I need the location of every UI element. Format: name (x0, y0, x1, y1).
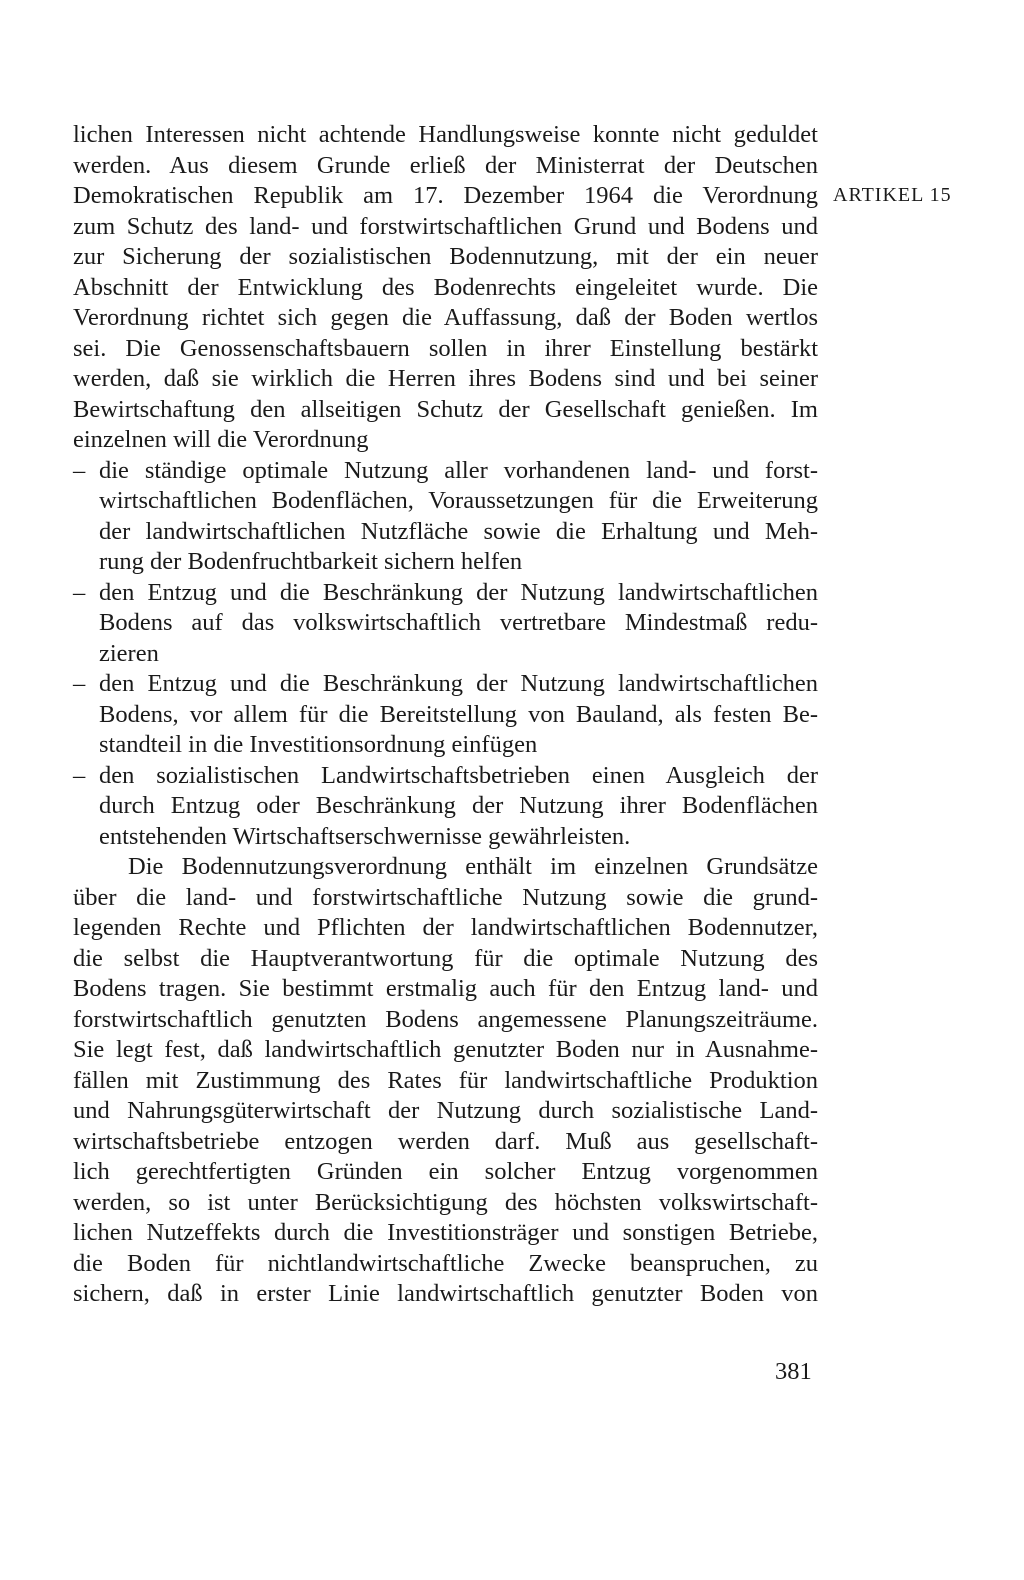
list-item (73, 578, 818, 609)
text-line-content: den Entzug und die Beschränkung der Nutzung landwirtschaftlichen (99, 670, 818, 697)
text-line (73, 944, 818, 975)
text-line-content: den sozialistischen Landwirtschaftsbetrieben einen Ausgleich der (99, 761, 818, 789)
text-line-content: lich gerechtfertigten Gründen ein solcher Entzug vorgenommen (73, 1158, 818, 1185)
margin-note-article: ARTIKEL 15 (833, 184, 952, 206)
text-line-content: werden. Aus diesem Grunde erließ der Ministerrat der Deutschen (73, 151, 818, 179)
text-line-content: legenden Rechte und Pflichten der landwirtschaftlichen Bodennutzer, (73, 914, 818, 941)
text-line-content: lichen Interessen nicht achtende Handlungsweise konnte nicht geduldet (73, 121, 818, 148)
text-line (73, 1249, 818, 1280)
text-line (73, 883, 818, 914)
text-line (73, 425, 818, 456)
text-line-content: zum Schutz des land- und forstwirtschaftlichen Grund und Bodens und (73, 212, 818, 240)
bullet-dash: – (73, 456, 86, 484)
text-line-content: einzelnen will die Verordnung (73, 426, 369, 453)
list-item (73, 456, 818, 487)
text-line-content: Verordnung richtet sich gegen die Auffassung, daß der Boden wertlos (73, 304, 818, 331)
text-line (73, 730, 818, 761)
text-line (73, 1096, 818, 1127)
bullet-dash: – (73, 578, 86, 606)
text-line-content: über die land- und forstwirtschaftliche Nutzung sowie die grund- (73, 883, 818, 911)
text-line (73, 1035, 818, 1066)
page-number: 381 (775, 1358, 812, 1385)
text-line (73, 974, 818, 1005)
text-line (73, 486, 818, 517)
text-line-content: wirtschaftlichen Bodenflächen, Voraussetzungen für die Erweiterung (99, 487, 818, 514)
text-line-content: den Entzug und die Beschränkung der Nutzung landwirtschaftlichen (99, 578, 818, 606)
text-line-content: lichen Nutzeffekts durch die Investitionsträger und sonstigen Betriebe, (73, 1219, 818, 1246)
text-line-content: rung der Bodenfruchtbarkeit sichern helfen (99, 548, 523, 575)
text-line (73, 334, 818, 365)
text-line (73, 700, 818, 731)
text-line-content: die selbst die Hauptverantwortung für die optimale Nutzung des (73, 944, 818, 972)
text-line (73, 120, 818, 151)
text-line-content: fällen mit Zustimmung des Rates für landwirtschaftliche Produktion (73, 1066, 818, 1094)
text-line (73, 303, 818, 334)
text-line (73, 242, 818, 273)
list-item (73, 761, 818, 792)
text-line (73, 913, 818, 944)
text-line-content: Demokratischen Republik am 17. Dezember 1964 die Verordnung (73, 182, 818, 209)
text-line-content: Bodens auf das volkswirtschaftlich vertretbare Mindestmaß redu- (99, 609, 818, 636)
text-line (73, 1127, 818, 1158)
text-line (73, 181, 818, 212)
text-line (73, 547, 818, 578)
text-line-content: durch Entzug oder Beschränkung der Nutzung ihrer Bodenflächen (99, 792, 818, 819)
text-line (73, 273, 818, 304)
text-line-content: Abschnitt der Entwicklung des Bodenrechts eingeleitet wurde. Die (73, 273, 818, 301)
text-line-content: Bodens, vor allem für die Bereitstellung von Bauland, als festen Be- (99, 700, 818, 728)
bullet-dash: – (73, 670, 86, 697)
text-line-content: wirtschaftsbetriebe entzogen werden darf. Muß aus gesellschaft- (73, 1127, 818, 1155)
text-line (73, 852, 818, 883)
text-line-content: Bodens tragen. Sie bestimmt erstmalig auch für den Entzug land- und (73, 975, 818, 1002)
text-line-content: forstwirtschaftlich genutzten Bodens angemessene Planungszeiträume. (73, 1005, 818, 1033)
text-line (73, 517, 818, 548)
text-line (73, 364, 818, 395)
text-line-content: der landwirtschaftlichen Nutzfläche sowie die Erhaltung und Meh- (99, 517, 818, 545)
text-line (73, 1218, 818, 1249)
text-line (73, 1005, 818, 1036)
text-line-content: werden, so ist unter Berücksichtigung des höchsten volkswirtschaft- (73, 1188, 818, 1216)
text-line (73, 1066, 818, 1097)
list-item (73, 669, 818, 700)
text-line (73, 151, 818, 182)
text-line-content: sichern, daß in erster Linie landwirtschaftlich genutzter Boden von (73, 1280, 818, 1307)
bullet-dash: – (73, 761, 86, 789)
text-line (73, 791, 818, 822)
text-line-content: Sie legt fest, daß landwirtschaftlich genutzter Boden nur in Ausnahme- (73, 1036, 818, 1063)
text-line (73, 1279, 818, 1310)
text-line (73, 822, 818, 853)
text-line-content: Die Bodennutzungsverordnung enthält im einzelnen Grundsätze (128, 853, 818, 880)
text-line-content: sei. Die Genossenschaftsbauern sollen in ihrer Einstellung bestärkt (73, 334, 818, 362)
text-line-content: standteil in die Investitionsordnung einfügen (99, 731, 538, 758)
text-line-content: entstehenden Wirtschaftserschwernisse gewährleisten. (99, 822, 631, 850)
text-line-content: zieren (99, 639, 159, 667)
text-line-content: werden, daß sie wirklich die Herren ihres Bodens sind und bei seiner (73, 365, 818, 392)
text-line (73, 1157, 818, 1188)
text-line (73, 395, 818, 426)
text-line (73, 1188, 818, 1219)
text-line-content: und Nahrungsgüterwirtschaft der Nutzung durch sozialistische Land- (73, 1097, 818, 1124)
text-line (73, 608, 818, 639)
text-line (73, 639, 818, 670)
body-text (73, 120, 818, 1310)
text-line-content: die Boden für nichtlandwirtschaftliche Zwecke beanspruchen, zu (73, 1249, 818, 1277)
text-line-content: zur Sicherung der sozialistischen Bodennutzung, mit der ein neuer (73, 243, 818, 270)
text-line (73, 212, 818, 243)
text-line-content: die ständige optimale Nutzung aller vorhandenen land- und forst- (99, 456, 818, 484)
text-line-content: Bewirtschaftung den allseitigen Schutz der Gesellschaft genießen. Im (73, 395, 818, 423)
